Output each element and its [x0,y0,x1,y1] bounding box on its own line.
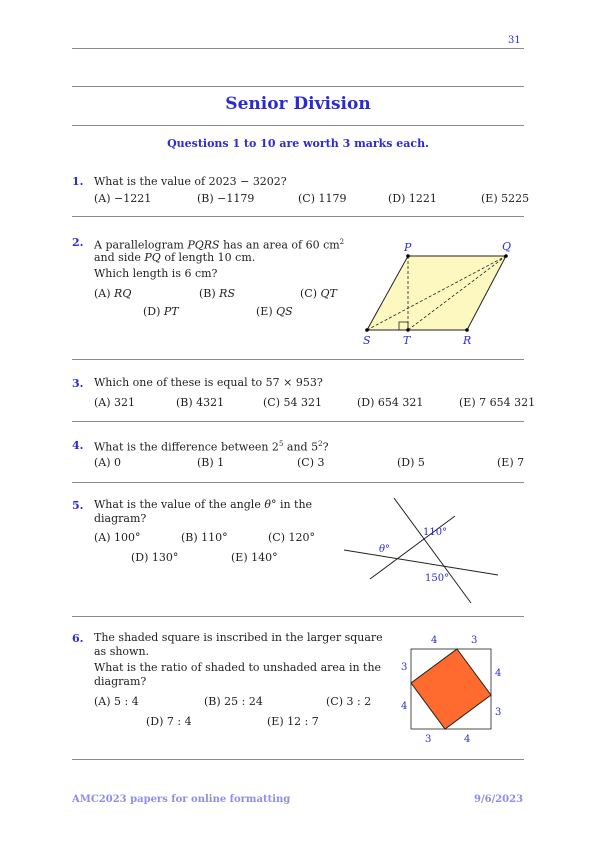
question-text: What is the difference between $2^5$ and $5^2$? [94,440,329,454]
question-number: 4. [72,439,84,452]
label-p: P [404,241,412,254]
option-d: (D) 5 [397,456,425,469]
option-c: (C) 1179 [298,192,347,205]
option-c: (C) 3 [297,456,325,469]
label-t: T [403,334,411,347]
side-label: 4 [401,701,408,712]
option-d: (D) 130° [131,551,179,564]
side-label: 3 [401,662,408,673]
label-r: R [463,334,472,347]
option-d: (D) PT [143,305,179,318]
question-number: 2. [72,236,84,249]
question-text-line2: and side PQ of length 10 cm. [94,251,256,264]
option-d: (D) 654 321 [357,396,424,409]
option-b: (B) 1 [197,456,225,469]
side-label: 3 [495,707,502,718]
question-text-line1: The shaded square is inscribed in the larger square [94,631,383,644]
question-text-line1: What is the value of the angle θ° in the [94,498,313,511]
option-e: (E) 7 [497,456,525,469]
option-a: (A) 321 [94,396,136,409]
side-label: 4 [495,668,502,679]
option-c: (C) 3 : 2 [326,695,372,708]
option-a: (A) 5 : 4 [94,695,139,708]
option-c: (C) QT [300,287,337,300]
page-title: Senior Division [225,94,371,114]
question-text-line2: diagram? [94,512,147,525]
question-divider [72,616,524,617]
title-rule-top [72,86,524,87]
header-rule [72,48,524,49]
option-e: (E) QS [256,305,293,318]
question-number: 5. [72,499,84,512]
point-q [504,254,508,258]
option-e: (E) 7 654 321 [459,396,536,409]
title-rule-bottom [72,125,524,126]
option-d: (D) 1221 [388,192,437,205]
question-divider [72,421,524,422]
option-a: (A) 0 [94,456,122,469]
question-text-line1: A parallelogram PQRS has an area of 60 $cm^2$ [94,238,345,252]
label-s: S [363,334,371,347]
question-text: What is the value of 2023 − 3202? [94,175,287,188]
line-descending [394,498,471,603]
point-s [365,328,369,332]
inscribed-square-diagram [395,630,510,748]
question-number: 6. [72,632,84,645]
page-number: 31 [508,35,521,46]
question-text-line3: Which length is 6 cm? [94,267,218,280]
angle-diagram [340,495,510,607]
question-divider [72,359,524,360]
point-p [406,254,410,258]
question-divider [72,216,524,217]
option-b: (B) 25 : 24 [204,695,263,708]
question-divider [72,482,524,483]
question-divider [72,759,524,760]
footer-right: 9/6/2023 [474,794,524,805]
question-number: 1. [72,175,84,188]
option-a: (A) −1221 [94,192,152,205]
label-q: Q [502,240,512,253]
footer-left: AMC2023 papers for online formatting [72,794,291,805]
option-e: (E) 12 : 7 [267,715,319,728]
question-text-line4: diagram? [94,675,147,688]
question-text-line3: What is the ratio of shaded to unshaded area in the [94,661,382,674]
question-text-line2: as shown. [94,645,150,658]
question-text: Which one of these is equal to 57 × 953? [94,376,323,389]
side-label: 4 [431,635,438,646]
question-number: 3. [72,377,84,390]
angle-theta-label: θ° [379,544,391,555]
option-e: (E) 140° [231,551,278,564]
option-e: (E) 5225 [481,192,530,205]
option-b: (B) −1179 [197,192,255,205]
option-c: (C) 54 321 [263,396,322,409]
point-t [406,328,410,332]
line-horizontal [344,550,498,575]
option-b: (B) RS [199,287,235,300]
side-label: 3 [425,734,432,745]
angle-110-label: 110° [423,527,448,538]
angle-150-label: 150° [425,573,450,584]
section-subtitle: Questions 1 to 10 are worth 3 marks each. [167,137,429,150]
option-a: (A) 100° [94,531,141,544]
option-b: (B) 110° [181,531,228,544]
point-r [465,328,469,332]
side-label: 4 [464,734,471,745]
option-c: (C) 120° [268,531,315,544]
side-label: 3 [471,635,478,646]
option-d: (D) 7 : 4 [146,715,192,728]
option-b: (B) 4321 [176,396,225,409]
parallelogram-diagram [355,235,530,347]
option-a: (A) RQ [94,287,132,300]
